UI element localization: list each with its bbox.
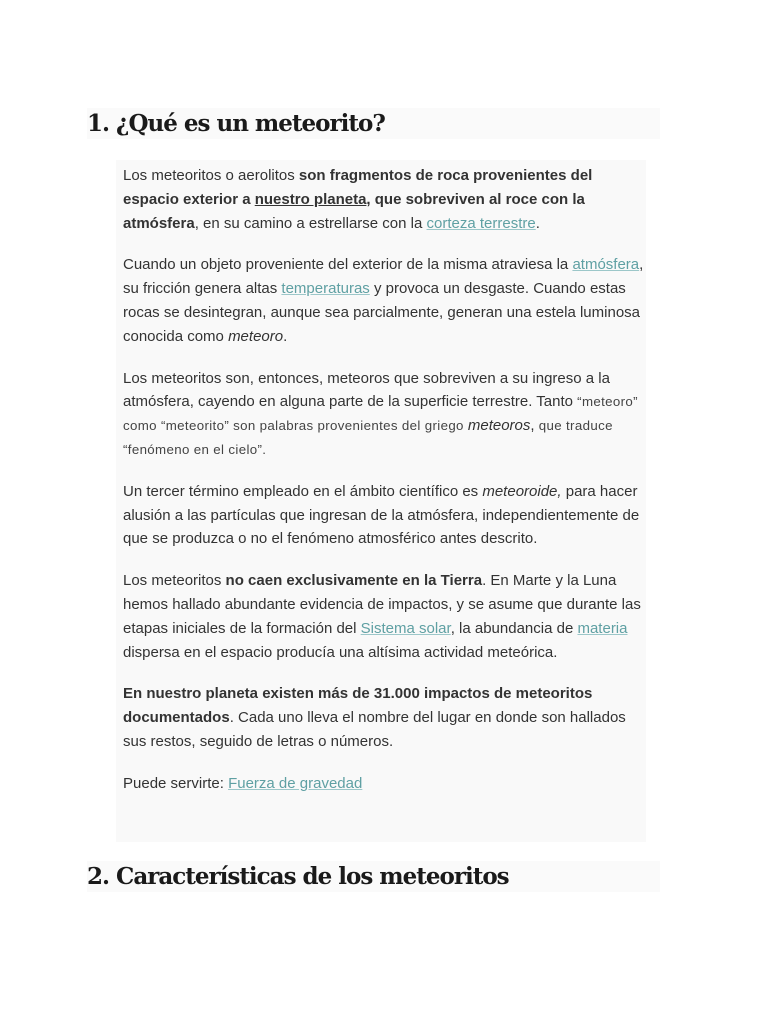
paragraph-meteoroide [123, 480, 645, 551]
text: Puede servirte: [123, 774, 229, 792]
section-2-heading-band [87, 861, 660, 892]
paragraph-friction [123, 253, 645, 348]
italic-text: meteoros [467, 417, 531, 435]
section-1-body [116, 160, 646, 842]
italic-text: meteoroide, [482, 482, 562, 500]
corteza-terrestre-link[interactable]: corteza terrestre [426, 214, 536, 232]
text: Los meteoritos [123, 572, 226, 590]
text: Cuando un objeto proveniente del exterior de la misma atraviesa la [123, 256, 573, 274]
text: . En Marte y la Luna hemos hallado abundante evidencia de impactos, y se asume que durante las etapas iniciales de la formación del [123, 572, 641, 637]
text: dispersa en el espacio producía una altísima actividad meteórica. [123, 643, 558, 661]
text: Un tercer término empleado en el ámbito científico es [123, 482, 483, 500]
text: . [283, 327, 288, 345]
sistema-solar-link[interactable]: Sistema solar [360, 619, 451, 637]
nuestro-planeta-link[interactable]: nuestro planeta [254, 190, 367, 208]
paragraph-other-planets [123, 569, 645, 664]
fuerza-de-gravedad-link[interactable]: Fuerza de gravedad [228, 774, 363, 792]
text: , en su camino a estrellarse con la [194, 214, 427, 232]
bold-text: , que sobreviven al roce con la atmósfera [123, 190, 585, 232]
text: , [530, 417, 539, 435]
text: y provoca un desgaste. Cuando estas rocas se desintegran, aunque sea parcialmente, generan una estela luminosa conocida como [123, 280, 641, 345]
atmosfera-link[interactable]: atmósfera [572, 256, 640, 274]
section-1-heading: 1. ¿Qué es un meteorito? [87, 110, 385, 137]
paragraph-impacts [123, 682, 645, 753]
temperaturas-link[interactable]: temperaturas [281, 280, 370, 298]
text: Los meteoritos o aerolitos [123, 167, 299, 184]
text: , la abundancia de [450, 619, 578, 637]
text: que traduce “fenómeno en el cielo”. [123, 418, 613, 457]
text: “meteoro” como “meteorito” son palabras provenientes del griego [123, 394, 638, 434]
materia-link[interactable]: materia [577, 619, 628, 637]
text: . [535, 214, 540, 232]
paragraph-etymology [123, 367, 645, 462]
text: Los meteoritos son, entonces, meteoros que sobreviven a su ingreso a la atmósfera, cayendo en alguna parte de la superficie terrestre. Tanto [123, 369, 610, 411]
text: . Cada uno lleva el nombre del lugar en donde son hallados sus restos, seguido de letras o números. [123, 709, 626, 750]
section-1-heading-band [87, 108, 660, 139]
paragraph-related [123, 772, 645, 796]
text: , su fricción genera altas [123, 256, 644, 298]
text: para hacer alusión a las partículas que ingresan de la atmósfera, independientemente de que se produzca o no el fenómeno atmosférico antes descrito. [123, 482, 640, 548]
italic-text: meteoro [228, 327, 284, 345]
section-2-heading: 2. Características de los meteoritos [87, 863, 509, 890]
bold-text: En nuestro planeta existen más de 31.000 impactos de meteoritos documentados [123, 685, 593, 727]
bold-text: no caen exclusivamente en la Tierra [225, 572, 483, 590]
paragraph-definition [123, 164, 645, 235]
bold-text: son fragmentos de roca provenientes del espacio exterior a [123, 167, 593, 208]
